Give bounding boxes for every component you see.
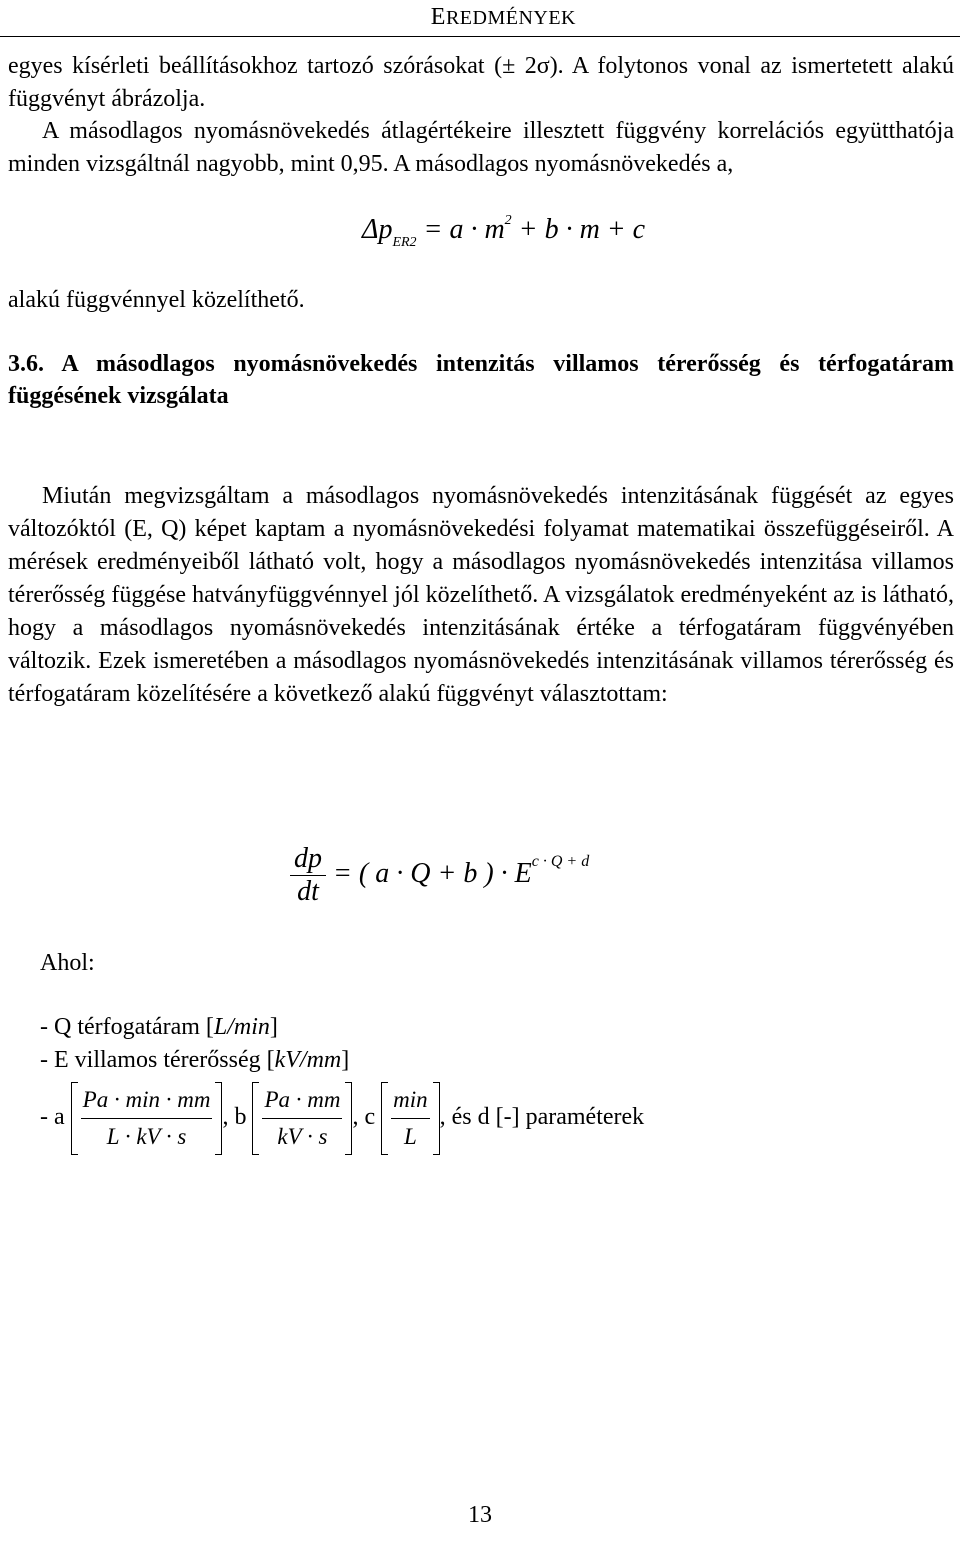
derivative-fraction: $\frac{dp}{dt}$ [290, 843, 326, 908]
body-paragraph: Miután megvizsgáltam a másodlagos nyomásnövekedés intenzitásának függését az egyes változóktól (E, Q) képet kaptam a nyomásnövekedési folyamat matematikai összefüggéseiről. A mérések eredményeiből látható volt, hogy a másodlagos nyomásnövekedés intenzitása villamos térerősség függése hatványfüggvénnyel jól közelíthető. A vizsgálatok eredményeként az is látható, hogy a másodlagos nyomásnövekedés intenzitásának értéke a térfogatáram függvényében változik. Ezek ismeretében a másodlagos nyomásnövekedés intenzitásának villamos térerősség és térfogatáram közelítésére a következő alakú függvényt választottam: [8, 483, 954, 707]
equation-pressure-increase: $\Delta p_{ER2} = a \cdot m^2 + b \cdot m + c$ [362, 213, 646, 250]
equation-intensity: $\frac{dp}{dt}$ = ( a · Q + b ) · $E^{c \cdot Q + d}$ [290, 843, 589, 908]
intro-paragraph-2: A másodlagos nyomásnövekedés átlagértékeire illesztett függvény korrelációs együtthatója minden vizsgáltnál nagyobb, mint 0,95. A másodlagos nyomásnövekedés a, [8, 118, 954, 178]
unit-b: $\frac{Pa \cdot mm}{kV \cdot s}$ [252, 1082, 352, 1155]
after-equation-text: alakú függvénnyel közelíthető. [8, 287, 305, 313]
unit-a: $\frac{Pa \cdot \min \cdot mm}{L \cdot kV \cdot s}$ [71, 1082, 223, 1155]
intro-paragraph-1: egyes kísérleti beállításokhoz tartozó szórásokat (± 2σ). A folytonos vonal az ismertetett alakú függvényt ábrázolja. [8, 53, 954, 112]
page-number: 13 [468, 1502, 492, 1528]
list-item-q: - Q térfogatáram [L/min] [40, 1014, 278, 1040]
intro-text [8, 50, 954, 181]
sigma-symbol: ± 2σ [502, 53, 550, 79]
unit-c: $\frac{\min}{L}$ [381, 1082, 440, 1155]
running-header: EREDMÉNYEK [430, 4, 576, 30]
header-rule [0, 36, 960, 37]
list-item-e: - E villamos térerősség [kV/mm] [40, 1047, 350, 1073]
list-item-parameters: - a $\frac{Pa \cdot \min \cdot mm}{L \cdot kV \cdot s}$ , b $\frac{Pa \cdot mm}{kV \cdot s}$ , c $\frac{\min}{L}$ , és d [-] paraméterek [40, 1082, 644, 1155]
section-heading: 3.6. A másodlagos nyomásnövekedés intenzitás villamos térerősség és térfogatáram függésének vizsgálata [8, 351, 954, 409]
ahol-label: Ahol: [40, 950, 95, 976]
